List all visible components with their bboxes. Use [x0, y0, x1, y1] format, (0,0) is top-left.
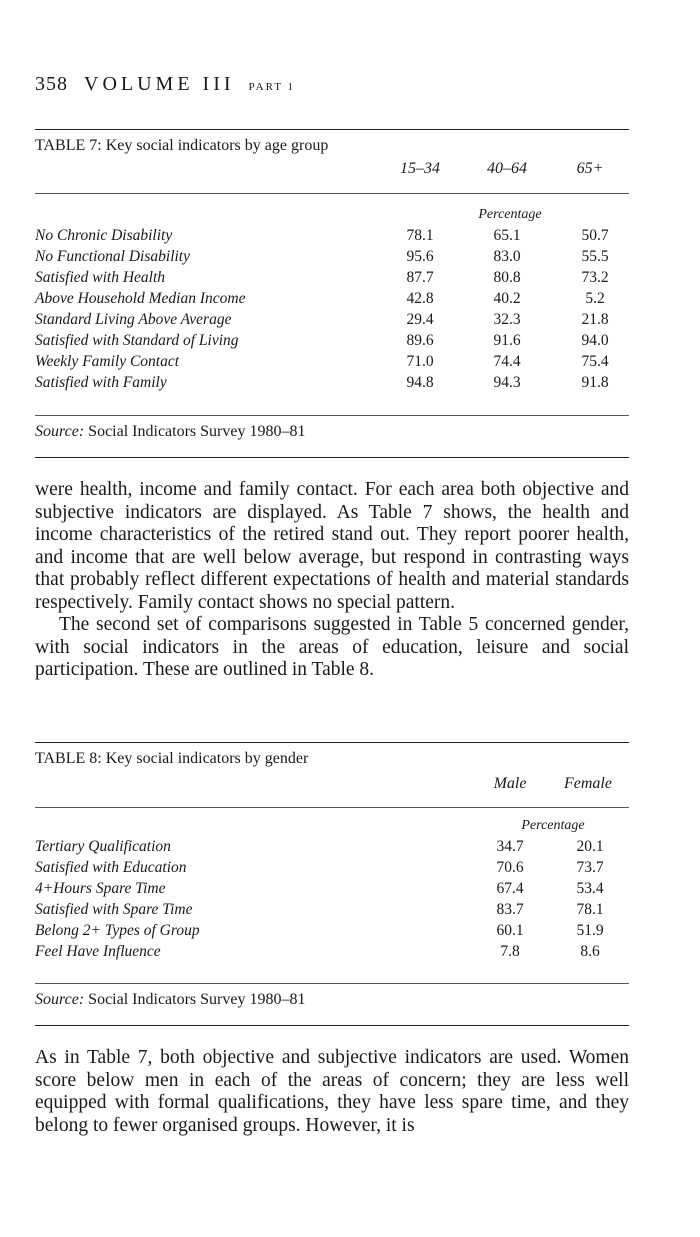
table7-col-40-64: 40–64	[487, 160, 527, 177]
cell: 94.8	[406, 374, 434, 391]
cell: 7.8	[500, 943, 520, 960]
cell: 87.7	[406, 269, 434, 286]
table-row	[35, 311, 629, 333]
row-label: Belong 2+ Types of Group	[35, 922, 200, 939]
cell: 73.2	[581, 269, 609, 286]
cell: 94.0	[581, 332, 609, 349]
row-label: Feel Have Influence	[35, 943, 161, 960]
cell: 89.6	[406, 332, 434, 349]
table7-source	[35, 423, 305, 441]
table8-caption: TABLE 8: Key social indicators by gender	[35, 750, 309, 767]
cell: 42.8	[406, 290, 434, 307]
paragraph: The second set of comparisons suggested in Table 5 concerned gender, with social indicators in the areas of education, leisure and social participation. These are outlined in Table 8.	[35, 614, 629, 680]
source-text: Social Indicators Survey 1980–81	[88, 423, 306, 440]
page-number: 358	[35, 73, 68, 95]
cell: 29.4	[406, 311, 434, 328]
table7-bottom-rule	[35, 415, 629, 416]
table7-end-rule	[35, 457, 629, 458]
cell: 50.7	[581, 227, 609, 244]
cell: 67.4	[496, 880, 524, 897]
cell: 91.6	[493, 332, 521, 349]
table8-source	[35, 991, 305, 1009]
row-label: 4+Hours Spare Time	[35, 880, 166, 897]
table-row	[35, 290, 629, 312]
table8-end-rule	[35, 1025, 629, 1026]
cell: 83.7	[496, 901, 524, 918]
part-label: PART 1	[248, 81, 296, 93]
cell: 5.2	[585, 290, 605, 307]
row-label: Satisfied with Family	[35, 374, 167, 391]
row-label: Standard Living Above Average	[35, 311, 232, 328]
table7-caption: TABLE 7: Key social indicators by age group	[35, 137, 329, 154]
cell: 74.4	[493, 353, 521, 370]
source-prefix: Source:	[35, 423, 85, 440]
cell: 32.3	[493, 311, 521, 328]
cell: 21.8	[581, 311, 609, 328]
table8-top-rule	[35, 742, 629, 743]
row-label: Tertiary Qualification	[35, 838, 171, 855]
running-head	[35, 73, 295, 96]
row-label: Weekly Family Contact	[35, 353, 180, 370]
table8-col-female: Female	[564, 775, 612, 792]
table-row	[35, 374, 629, 396]
table7-top-rule	[35, 129, 629, 130]
table8-header-rule	[35, 807, 629, 808]
cell: 65.1	[493, 227, 521, 244]
cell: 70.6	[496, 859, 524, 876]
cell: 83.0	[493, 248, 521, 265]
body-text-2	[35, 1047, 629, 1137]
cell: 53.4	[576, 880, 604, 897]
cell: 94.3	[493, 374, 521, 391]
cell: 75.4	[581, 353, 609, 370]
table-row	[35, 838, 629, 860]
table-row	[35, 901, 629, 923]
source-prefix: Source:	[35, 991, 85, 1008]
table-row	[35, 859, 629, 881]
paragraph: were health, income and family contact. For each area both objective and subjective indicators are displayed. As Table 7 shows, the health and income characteristics of the retired stand out. They report poorer health, and income that are well below average, but respond in contrasting ways that probably reflect different expectations of health and material standards respectively. Family contact shows no special pattern.	[35, 479, 629, 613]
row-label: Above Household Median Income	[35, 290, 246, 307]
table-row	[35, 248, 629, 270]
cell: 91.8	[581, 374, 609, 391]
row-label: Satisfied with Education	[35, 859, 187, 876]
row-label: Satisfied with Spare Time	[35, 901, 193, 918]
volume-label: VOLUME III	[84, 73, 235, 95]
cell: 71.0	[406, 353, 434, 370]
cell: 34.7	[496, 838, 524, 855]
table7-col-15-34: 15–34	[400, 160, 440, 177]
cell: 8.6	[580, 943, 600, 960]
cell: 78.1	[576, 901, 604, 918]
table7-col-65plus: 65+	[576, 160, 604, 177]
table-row	[35, 353, 629, 375]
table-row	[35, 332, 629, 354]
cell: 95.6	[406, 248, 434, 265]
body-text-1	[35, 479, 629, 682]
row-label: No Chronic Disability	[35, 227, 173, 244]
table-row	[35, 943, 629, 965]
row-label: Satisfied with Health	[35, 269, 166, 286]
cell: 78.1	[406, 227, 434, 244]
table8-unit-label: Percentage	[521, 818, 585, 833]
cell: 51.9	[576, 922, 604, 939]
cell: 73.7	[576, 859, 604, 876]
table-row	[35, 880, 629, 902]
cell: 20.1	[576, 838, 604, 855]
table-row	[35, 269, 629, 291]
source-text: Social Indicators Survey 1980–81	[88, 991, 306, 1008]
cell: 60.1	[496, 922, 524, 939]
table-row	[35, 227, 629, 249]
cell: 40.2	[493, 290, 521, 307]
row-label: No Functional Disability	[35, 248, 190, 265]
table8-col-male: Male	[493, 775, 527, 792]
table7-unit-label: Percentage	[478, 207, 542, 222]
table7-header-rule	[35, 193, 629, 194]
row-label: Satisfied with Standard of Living	[35, 332, 239, 349]
table8-bottom-rule	[35, 983, 629, 984]
cell: 55.5	[581, 248, 609, 265]
table-row	[35, 922, 629, 944]
paragraph: As in Table 7, both objective and subjective indicators are used. Women score below men in each of the areas of concern; they are less well equipped with formal qualifications, they have less spare time, and they belong to fewer organised groups. However, it is	[35, 1047, 629, 1136]
cell: 80.8	[493, 269, 521, 286]
